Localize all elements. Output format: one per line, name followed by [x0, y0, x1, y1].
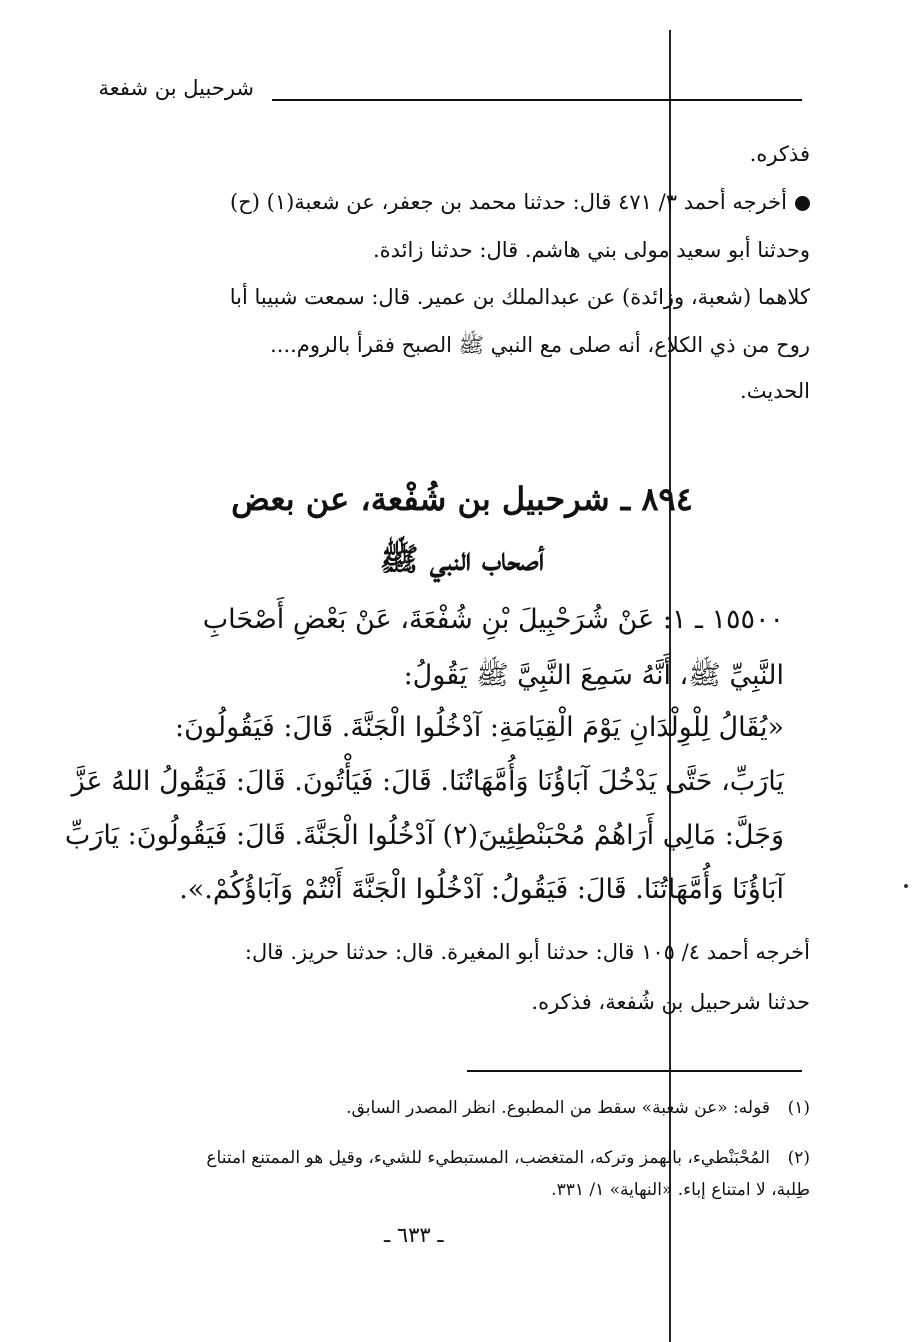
- prev-entry-line-2-text: أخرجه أحمد ٣/ ٤٧١ قال: حدثنا محمد بن جعفر، عن شعبة(١) (ح): [230, 190, 787, 214]
- takhrij-line-1: أخرجه أحمد ٤/ ١٠٥ قال: حدثنا أبو المغيرة. قال: حدثنا حريز. قال:: [244, 940, 810, 964]
- page-number: ـ ٦٣٣ ـ: [384, 1223, 444, 1247]
- prev-entry-line-3: وحدثنا أبو سعيد مولى بني هاشم. قال: حدثنا زائدة.: [372, 238, 810, 262]
- header-rule: [272, 99, 802, 101]
- hadith-line-3: «يُقَالُ لِلْوِلْدَانِ يَوْمَ الْقِيَامَةِ: آدْخُلُوا الْجَنَّةَ. قَالَ: فَيَقُولُونَ:: [174, 712, 784, 743]
- scan-speck: [904, 884, 908, 888]
- hadith-line-1: ١٥٥٠٠ ـ ١: عَنْ شُرَحْبِيلَ بْنِ شُفْعَةَ، عَنْ بَعْضِ أَصْحَابِ: [202, 604, 784, 635]
- footnote-separator: [467, 1070, 802, 1072]
- footnote-2-continuation: طِلبة، لا امتناع إباء. «النهاية» ١/ ٣٣١.: [551, 1180, 810, 1200]
- section-heading-line-2: أصحاب النبي ﷺ: [379, 540, 545, 578]
- prev-entry-line-6: الحديث.: [740, 379, 810, 403]
- footnote-1-number: (١): [787, 1098, 810, 1118]
- footnote-1-text: قوله: «عن شعبة» سقط من المطبوع. انظر المصدر السابق.: [346, 1098, 770, 1118]
- hadith-line-2: النَّبِيِّ ﷺ، أَنَّهُ سَمِعَ النَّبِيَّ ﷺ يَقُولُ:: [403, 660, 784, 691]
- prev-entry-line-4: كلاهما (شعبة، وزائدة) عن عبدالملك بن عمير. قال: سمعت شبيبا أبا: [229, 285, 810, 309]
- hadith-line-6: آبَاؤُنَا وَأُمَّهَاتُنَا. قَالَ: فَيَقُولُ: آدْخُلُوا الْجَنَّةَ أَنْتُمْ وَآبَاؤُكُمْ.».: [179, 874, 784, 905]
- hadith-line-5: وَجَلَّ: مَالِي أَرَاهُمْ مُحْبَنْطِئِينَ(٢) آدْخُلُوا الْجَنَّةَ. قَالَ: فَيَقُولُونَ: يَارَبِّ: [64, 820, 784, 851]
- footnote-2-text: المُحْبَنْطيء، بالهمز وتركه، المتغضب، المستبطيء للشيء، وقيل هو الممتنع امتناع: [206, 1148, 770, 1168]
- footnote-2: [110, 1148, 810, 1168]
- prev-entry-line-1: فذكره.: [749, 142, 810, 166]
- prev-entry-line-5: روح من ذي الكلاع، أنه صلى مع النبي ﷺ الصبح فقرأ بالروم....: [270, 333, 810, 357]
- footnote-2-number: (٢): [787, 1148, 810, 1168]
- hadith-line-4: يَارَبِّ، حَتَّى يَدْخُلَ آبَاؤُنَا وَأُمَّهَاتُنَا. قَالَ: فَيَأْتُونَ. قَالَ: فَيَقُولُ اللهُ عَزَّ: [71, 766, 784, 797]
- prev-entry-line-2: [110, 190, 810, 214]
- bullet-icon: [795, 196, 810, 211]
- running-header-title: شرحبيل بن شفعة: [98, 76, 254, 100]
- section-heading-line-1: ٨٩٤ ـ شرحبيل بن شُفْعة، عن بعض: [231, 480, 693, 518]
- footnote-1: [110, 1098, 810, 1118]
- takhrij-line-2: حدثنا شرحبيل بن شُفعة، فذكره.: [531, 990, 810, 1014]
